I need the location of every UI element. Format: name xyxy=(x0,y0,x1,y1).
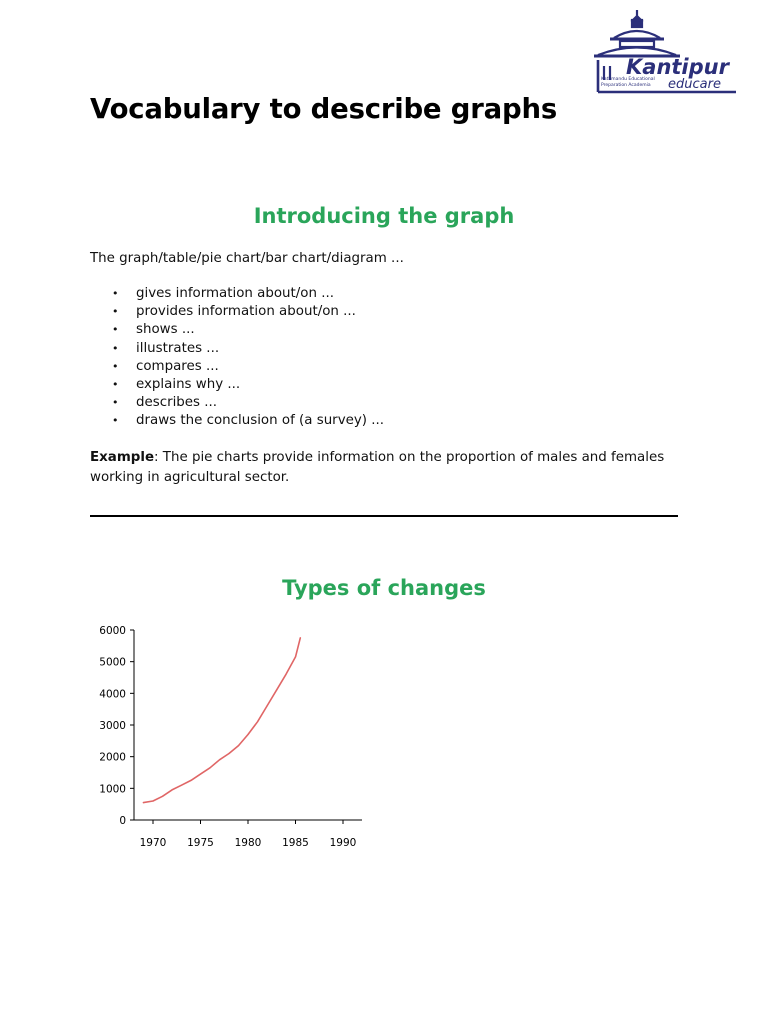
logo-subtitle-line2: Preparation Academia xyxy=(601,83,651,88)
list-item: • compares ... xyxy=(90,358,384,376)
bullet-icon: • xyxy=(112,414,119,428)
line-chart xyxy=(90,618,380,858)
logo-subtitle-line1: Kathmandu Educational xyxy=(601,77,655,82)
bullet-icon: • xyxy=(112,396,119,410)
x-tick-label: 1990 xyxy=(329,837,357,849)
data-point xyxy=(247,734,248,735)
data-point xyxy=(300,637,301,638)
data-point xyxy=(200,773,201,774)
data-point xyxy=(181,785,182,786)
x-tick-label: 1985 xyxy=(282,837,309,849)
data-point xyxy=(209,767,210,768)
intro-text: The graph/table/pie chart/bar chart/diagram ... xyxy=(90,251,404,266)
example-text: : The pie charts provide information on the proportion of males and females working in agricultural sector. xyxy=(90,450,665,485)
verb-list xyxy=(90,285,384,431)
y-tick-label: 3000 xyxy=(99,720,126,732)
y-tick-label: 0 xyxy=(119,815,126,827)
bullet-icon: • xyxy=(112,341,119,355)
x-tick-label: 1975 xyxy=(187,837,214,849)
data-point xyxy=(219,759,220,760)
series-line xyxy=(144,638,301,803)
data-point xyxy=(266,705,267,706)
data-point xyxy=(162,796,163,797)
y-tick-label: 1000 xyxy=(99,783,126,796)
y-tick-label: 5000 xyxy=(99,656,126,669)
section-heading-types-of-changes: Types of changes xyxy=(282,576,486,600)
section-heading-introducing: Introducing the graph xyxy=(253,204,515,228)
kantipur-educare-logo xyxy=(590,8,740,94)
logo-tagline: educare xyxy=(668,77,721,92)
page-title: Vocabulary to describe graphs xyxy=(90,93,557,125)
list-item: • provides information about/on ... xyxy=(90,303,384,321)
data-point xyxy=(152,800,153,801)
bullet-icon: • xyxy=(112,359,119,373)
data-point xyxy=(285,674,286,675)
y-tick-label: 2000 xyxy=(99,751,126,764)
y-tick-label: 6000 xyxy=(99,625,126,637)
list-item: • draws the conclusion of (a survey) ... xyxy=(90,412,384,430)
section-divider xyxy=(90,515,678,517)
bullet-icon: • xyxy=(112,378,119,392)
list-item: • gives information about/on ... xyxy=(90,285,384,303)
data-point xyxy=(143,802,144,803)
list-item: • illustrates ... xyxy=(90,340,384,358)
data-point xyxy=(238,745,239,746)
data-point xyxy=(228,753,229,754)
list-item: • shows ... xyxy=(90,321,384,339)
x-tick-label: 1980 xyxy=(234,837,262,849)
bullet-icon: • xyxy=(112,287,119,300)
bullet-icon: • xyxy=(112,323,119,337)
list-item: • describes ... xyxy=(90,394,384,412)
data-point xyxy=(295,656,296,657)
data-point xyxy=(171,789,172,790)
data-point xyxy=(190,780,191,781)
x-tick-label: 1970 xyxy=(139,837,167,849)
data-point xyxy=(257,721,258,722)
data-point xyxy=(276,690,277,691)
list-item: • explains why ... xyxy=(90,376,384,394)
bullet-icon: • xyxy=(112,305,119,319)
example-label: Example xyxy=(90,450,155,465)
logo-brand: Kantipur xyxy=(626,55,729,79)
example-paragraph xyxy=(90,448,690,487)
y-tick-label: 4000 xyxy=(99,688,126,701)
